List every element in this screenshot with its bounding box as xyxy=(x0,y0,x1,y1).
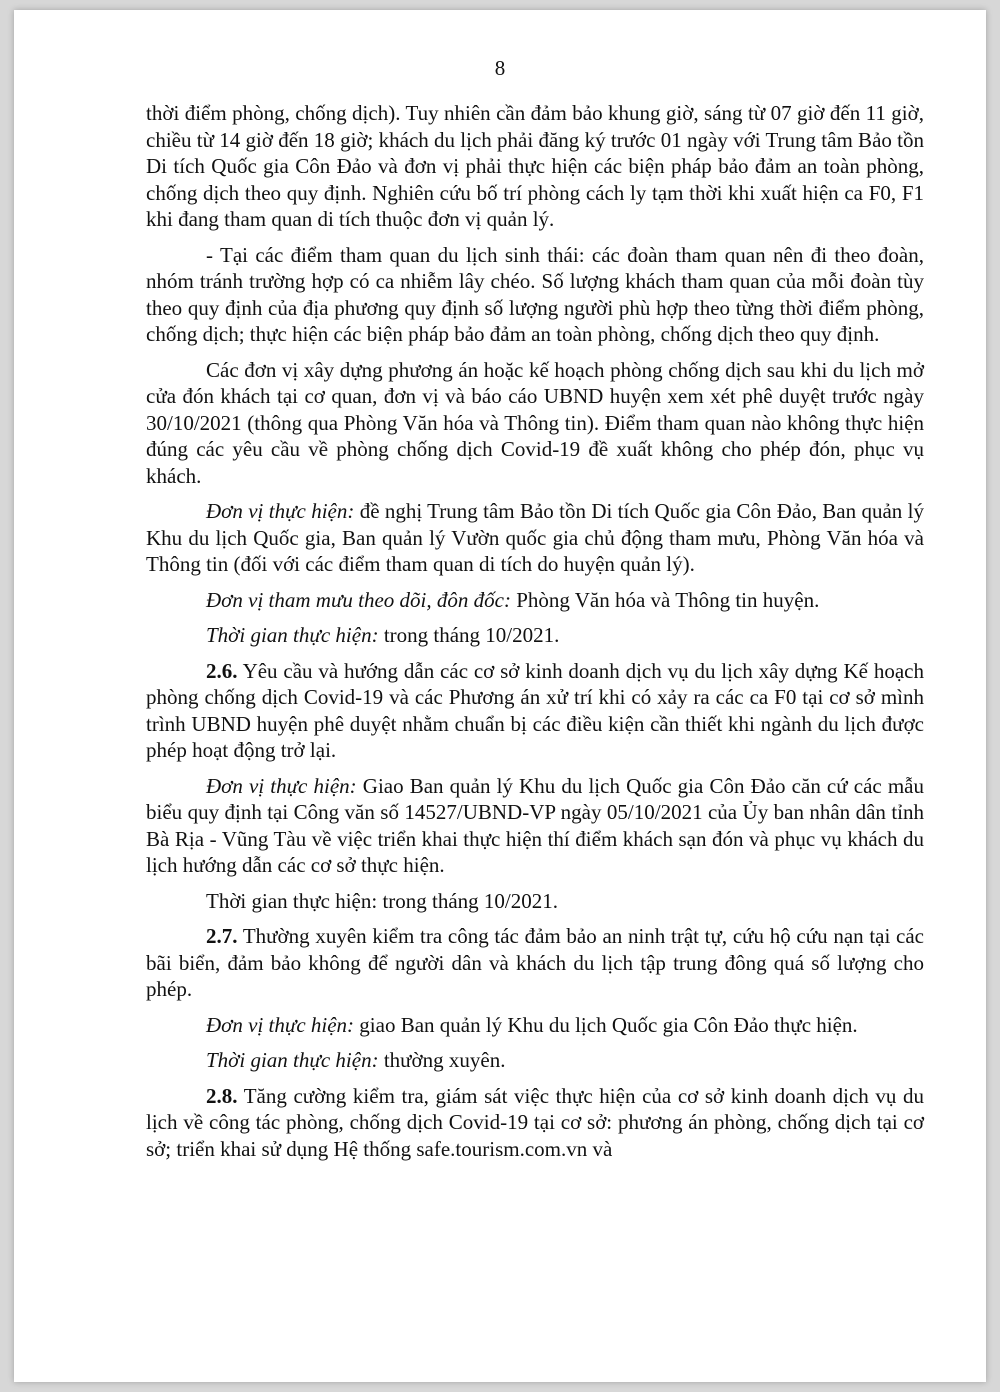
paragraph-implementing-unit: Đơn vị thực hiện: giao Ban quản lý Khu du lịch Quốc gia Côn Đảo thực hiện. xyxy=(206,1012,858,1037)
italic-label: Đơn vị thực hiện: xyxy=(206,499,355,523)
paragraph-advisory-unit: Đơn vị tham mưu theo dõi, đôn đốc: Phòng Văn hóa và Thông tin huyện. xyxy=(206,587,820,612)
paragraph-deadline: Thời gian thực hiện: thường xuyên. xyxy=(206,1048,506,1072)
paragraph-eco-tourism: - Tại các điểm tham quan du lịch sinh thái: các đoàn tham quan nên đi theo đoàn, nhóm tránh trường hợp có ca nhiễm lây chéo. Số lượng khách tham quan của mỗi đoàn tùy theo quy định của địa phương quy định số lượng người phù hợp theo từng thời điểm phòng, chống dịch; thực hiện các biện pháp bảo đảm an toàn phòng, chống dịch theo quy định. xyxy=(146,242,924,346)
italic-label: Thời gian thực hiện: xyxy=(206,1048,379,1072)
italic-label: Thời gian thực hiện: xyxy=(206,623,379,647)
page-number: 8 xyxy=(494,56,506,80)
document-body xyxy=(146,100,924,1171)
paragraph-continuation: thời điểm phòng, chống dịch). Tuy nhiên cần đảm bảo khung giờ, sáng từ 07 giờ đến 11 giờ, chiều từ 14 giờ đến 18 giờ; khách du lịch phải đăng ký trước 01 ngày với Trung tâm Bảo tồn Di tích Quốc gia Côn Đảo và đơn vị phải thực hiện các biện pháp bảo đảm an toàn phòng, chống dịch theo quy định. Nghiên cứu bố trí phòng cách ly tạm thời khi xuất hiện ca F0, F1 khi đang tham quan di tích thuộc đơn vị quản lý. xyxy=(146,101,924,231)
section-number: 2.6. xyxy=(206,658,238,683)
paragraph-deadline-plain: Thời gian thực hiện: trong tháng 10/2021. xyxy=(206,888,559,913)
section-number: 2.8. xyxy=(206,1083,238,1108)
paragraph-deadline: Thời gian thực hiện: trong tháng 10/2021. xyxy=(206,623,560,647)
italic-label: Đơn vị thực hiện: xyxy=(206,1012,355,1037)
document-page xyxy=(14,10,986,1382)
paragraph-section-2-8: 2.8. Tăng cường kiểm tra, giám sát việc thực hiện của cơ sở kinh doanh dịch vụ du lịch về công tác phòng, chống dịch Covid-19 tại cơ sở: phương án phòng, chống dịch tại cơ sở; triển khai sử dụng Hệ thống safe.tourism.com.vn và xyxy=(146,1083,924,1161)
section-number: 2.7. xyxy=(206,924,238,948)
paragraph-units-plan: Các đơn vị xây dựng phương án hoặc kế hoạch phòng chống dịch sau khi du lịch mở cửa đón khách tại cơ quan, đơn vị và báo cáo UBND huyện xem xét phê duyệt trước ngày 30/10/2021 (thông qua Phòng Văn hóa và Thông tin). Điểm tham quan nào không thực hiện đúng các yêu cầu về phòng chống dịch Covid-19 đề xuất không cho phép đón, phục vụ khách. xyxy=(146,357,924,488)
paragraph-implementing-unit: Đơn vị thực hiện: đề nghị Trung tâm Bảo tồn Di tích Quốc gia Côn Đảo, Ban quản lý Khu du lịch Quốc gia, Ban quản lý Vườn quốc gia chủ động tham mưu, Phòng Văn hóa và Thông tin (đối với các điểm tham quan di tích do huyện quản lý). xyxy=(146,499,924,576)
italic-label: Đơn vị thực hiện: xyxy=(206,773,357,798)
paragraph-implementing-unit: Đơn vị thực hiện: Giao Ban quản lý Khu du lịch Quốc gia Côn Đảo căn cứ các mẫu biểu quy định tại Công văn số 14527/UBND-VP ngày 05/10/2021 của Ủy ban nhân dân tỉnh Bà Rịa - Vũng Tàu về việc triển khai thực hiện thí điểm khách sạn đón và phục vụ khách du lịch hướng dẫn các cơ sở thực hiện. xyxy=(146,773,924,877)
italic-label: Đơn vị tham mưu theo dõi, đôn đốc: xyxy=(206,587,511,612)
paragraph-section-2-7: 2.7. Thường xuyên kiểm tra công tác đảm bảo an ninh trật tự, cứu hộ cứu nạn tại các bãi biển, đảm bảo không để người dân và khách du lịch tập trung đông quá số lượng cho phép. xyxy=(146,924,924,1001)
paragraph-section-2-6: 2.6. Yêu cầu và hướng dẫn các cơ sở kinh doanh dịch vụ du lịch xây dựng Kế hoạch phòng chống dịch Covid-19 và các Phương án xử trí khi có xảy ra các ca F0 tại cơ sở mình trình UBND huyện phê duyệt nhằm chuẩn bị các điều kiện cần thiết khi ngành du lịch được phép hoạt động trở lại. xyxy=(146,658,924,762)
